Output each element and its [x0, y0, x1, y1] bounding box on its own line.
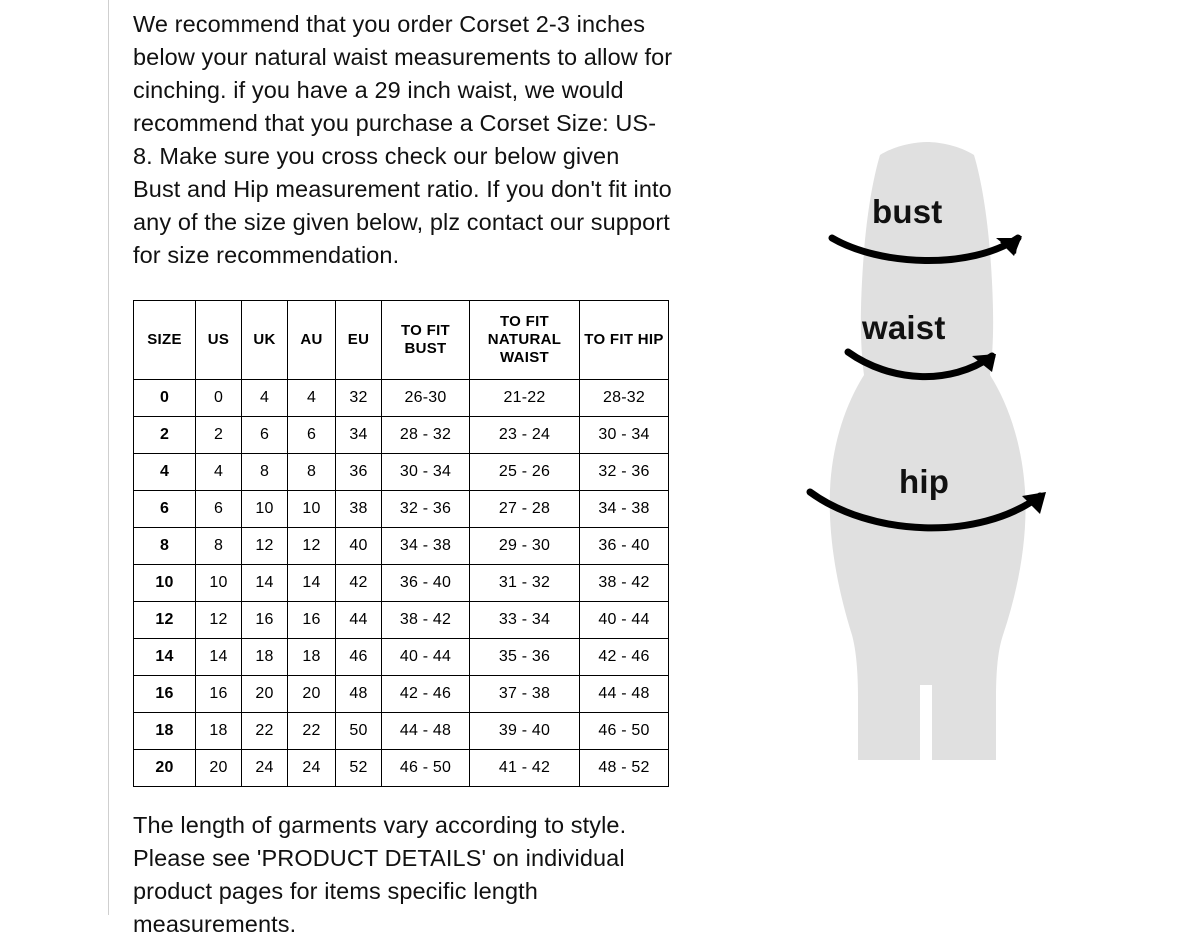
- cell-us: 14: [196, 639, 242, 676]
- left-margin-rule: [108, 0, 109, 915]
- size-chart-table-wrapper: [133, 300, 668, 787]
- cell-bust: 44 - 48: [382, 713, 470, 750]
- cell-au: 6: [288, 417, 336, 454]
- cell-uk: 18: [242, 639, 288, 676]
- cell-waist: 29 - 30: [470, 528, 580, 565]
- cell-bust: 34 - 38: [382, 528, 470, 565]
- cell-eu: 44: [336, 602, 382, 639]
- cell-bust: 28 - 32: [382, 417, 470, 454]
- cell-uk: 12: [242, 528, 288, 565]
- cell-bust: 30 - 34: [382, 454, 470, 491]
- cell-hip: 34 - 38: [580, 491, 669, 528]
- body-silhouette: [830, 142, 1026, 760]
- cell-au: 10: [288, 491, 336, 528]
- cell-hip: 46 - 50: [580, 713, 669, 750]
- cell-waist: 31 - 32: [470, 565, 580, 602]
- cell-bust: 32 - 36: [382, 491, 470, 528]
- cell-hip: 30 - 34: [580, 417, 669, 454]
- table-row: [134, 565, 669, 602]
- cell-au: 20: [288, 676, 336, 713]
- cell-size: 14: [134, 639, 196, 676]
- cell-uk: 10: [242, 491, 288, 528]
- cell-eu: 42: [336, 565, 382, 602]
- table-row: [134, 417, 669, 454]
- cell-us: 2: [196, 417, 242, 454]
- cell-size: 20: [134, 750, 196, 787]
- bust-label: bust: [872, 193, 943, 230]
- cell-hip: 42 - 46: [580, 639, 669, 676]
- cell-uk: 8: [242, 454, 288, 491]
- cell-us: 20: [196, 750, 242, 787]
- table-body: [134, 380, 669, 787]
- cell-eu: 50: [336, 713, 382, 750]
- cell-waist: 23 - 24: [470, 417, 580, 454]
- cell-eu: 46: [336, 639, 382, 676]
- table-row: [134, 713, 669, 750]
- table-row: [134, 750, 669, 787]
- table-row: [134, 639, 669, 676]
- dress-body-shape: [830, 142, 1026, 760]
- cell-us: 10: [196, 565, 242, 602]
- cell-eu: 32: [336, 380, 382, 417]
- cell-hip: 28-32: [580, 380, 669, 417]
- cell-uk: 14: [242, 565, 288, 602]
- outro-paragraph: The length of garments vary according to style. Please see 'PRODUCT DETAILS' on individual product pages for items specific length measurements.: [133, 812, 627, 937]
- cell-size: 18: [134, 713, 196, 750]
- cell-eu: 52: [336, 750, 382, 787]
- col-header-au: AU: [288, 301, 336, 380]
- cell-hip: 44 - 48: [580, 676, 669, 713]
- cell-au: 16: [288, 602, 336, 639]
- cell-bust: 36 - 40: [382, 565, 470, 602]
- cell-au: 12: [288, 528, 336, 565]
- cell-au: 22: [288, 713, 336, 750]
- cell-waist: 37 - 38: [470, 676, 580, 713]
- cell-eu: 40: [336, 528, 382, 565]
- cell-size: 10: [134, 565, 196, 602]
- figure-svg: [760, 60, 1160, 820]
- cell-waist: 21-22: [470, 380, 580, 417]
- col-header-uk: UK: [242, 301, 288, 380]
- cell-us: 8: [196, 528, 242, 565]
- cell-waist: 39 - 40: [470, 713, 580, 750]
- table-row: [134, 676, 669, 713]
- cell-uk: 22: [242, 713, 288, 750]
- cell-uk: 24: [242, 750, 288, 787]
- col-header-size: SIZE: [134, 301, 196, 380]
- cell-size: 4: [134, 454, 196, 491]
- cell-eu: 38: [336, 491, 382, 528]
- cell-eu: 36: [336, 454, 382, 491]
- cell-hip: 32 - 36: [580, 454, 669, 491]
- text-and-table-column: [133, 0, 693, 941]
- col-header-eu: EU: [336, 301, 382, 380]
- cell-us: 0: [196, 380, 242, 417]
- cell-bust: 26-30: [382, 380, 470, 417]
- cell-size: 16: [134, 676, 196, 713]
- cell-au: 24: [288, 750, 336, 787]
- table-header-row: [134, 301, 669, 380]
- cell-waist: 25 - 26: [470, 454, 580, 491]
- cell-size: 2: [134, 417, 196, 454]
- cell-au: 18: [288, 639, 336, 676]
- cell-hip: 36 - 40: [580, 528, 669, 565]
- col-header-to-fit-bust: TO FIT BUST: [382, 301, 470, 380]
- intro-paragraph: We recommend that you order Corset 2-3 inches below your natural waist measurements to allow for cinching. if you have a 29 inch waist, we would recommend that you purchase a Corset Size: US-8. Make sure you cross check our below given Bust and Hip measurement ratio. If you don't fit into any of the size given below, plz contact our support for size recommendation.: [133, 11, 673, 268]
- cell-au: 8: [288, 454, 336, 491]
- cell-waist: 27 - 28: [470, 491, 580, 528]
- hip-label: hip: [899, 463, 950, 500]
- table-row: [134, 380, 669, 417]
- cell-bust: 38 - 42: [382, 602, 470, 639]
- cell-eu: 48: [336, 676, 382, 713]
- cell-bust: 40 - 44: [382, 639, 470, 676]
- table-row: [134, 454, 669, 491]
- cell-us: 6: [196, 491, 242, 528]
- table-row: [134, 491, 669, 528]
- cell-hip: 38 - 42: [580, 565, 669, 602]
- cell-uk: 6: [242, 417, 288, 454]
- cell-us: 18: [196, 713, 242, 750]
- col-header-us: US: [196, 301, 242, 380]
- cell-waist: 33 - 34: [470, 602, 580, 639]
- col-header-to-fit-natural-waist: TO FIT NATURAL WAIST: [470, 301, 580, 380]
- cell-waist: 41 - 42: [470, 750, 580, 787]
- cell-au: 4: [288, 380, 336, 417]
- cell-bust: 46 - 50: [382, 750, 470, 787]
- table-row: [134, 528, 669, 565]
- cell-us: 12: [196, 602, 242, 639]
- cell-bust: 42 - 46: [382, 676, 470, 713]
- cell-hip: 48 - 52: [580, 750, 669, 787]
- table-row: [134, 602, 669, 639]
- cell-uk: 20: [242, 676, 288, 713]
- cell-size: 12: [134, 602, 196, 639]
- cell-au: 14: [288, 565, 336, 602]
- cell-size: 0: [134, 380, 196, 417]
- cell-uk: 4: [242, 380, 288, 417]
- cell-size: 6: [134, 491, 196, 528]
- col-header-to-fit-hip: TO FIT HIP: [580, 301, 669, 380]
- body-measurement-figure: [760, 60, 1160, 820]
- cell-us: 4: [196, 454, 242, 491]
- size-chart-table: [133, 300, 669, 787]
- cell-waist: 35 - 36: [470, 639, 580, 676]
- table-header-row-group: [134, 301, 669, 380]
- cell-hip: 40 - 44: [580, 602, 669, 639]
- cell-us: 16: [196, 676, 242, 713]
- cell-eu: 34: [336, 417, 382, 454]
- waist-label: waist: [862, 309, 946, 346]
- cell-uk: 16: [242, 602, 288, 639]
- cell-size: 8: [134, 528, 196, 565]
